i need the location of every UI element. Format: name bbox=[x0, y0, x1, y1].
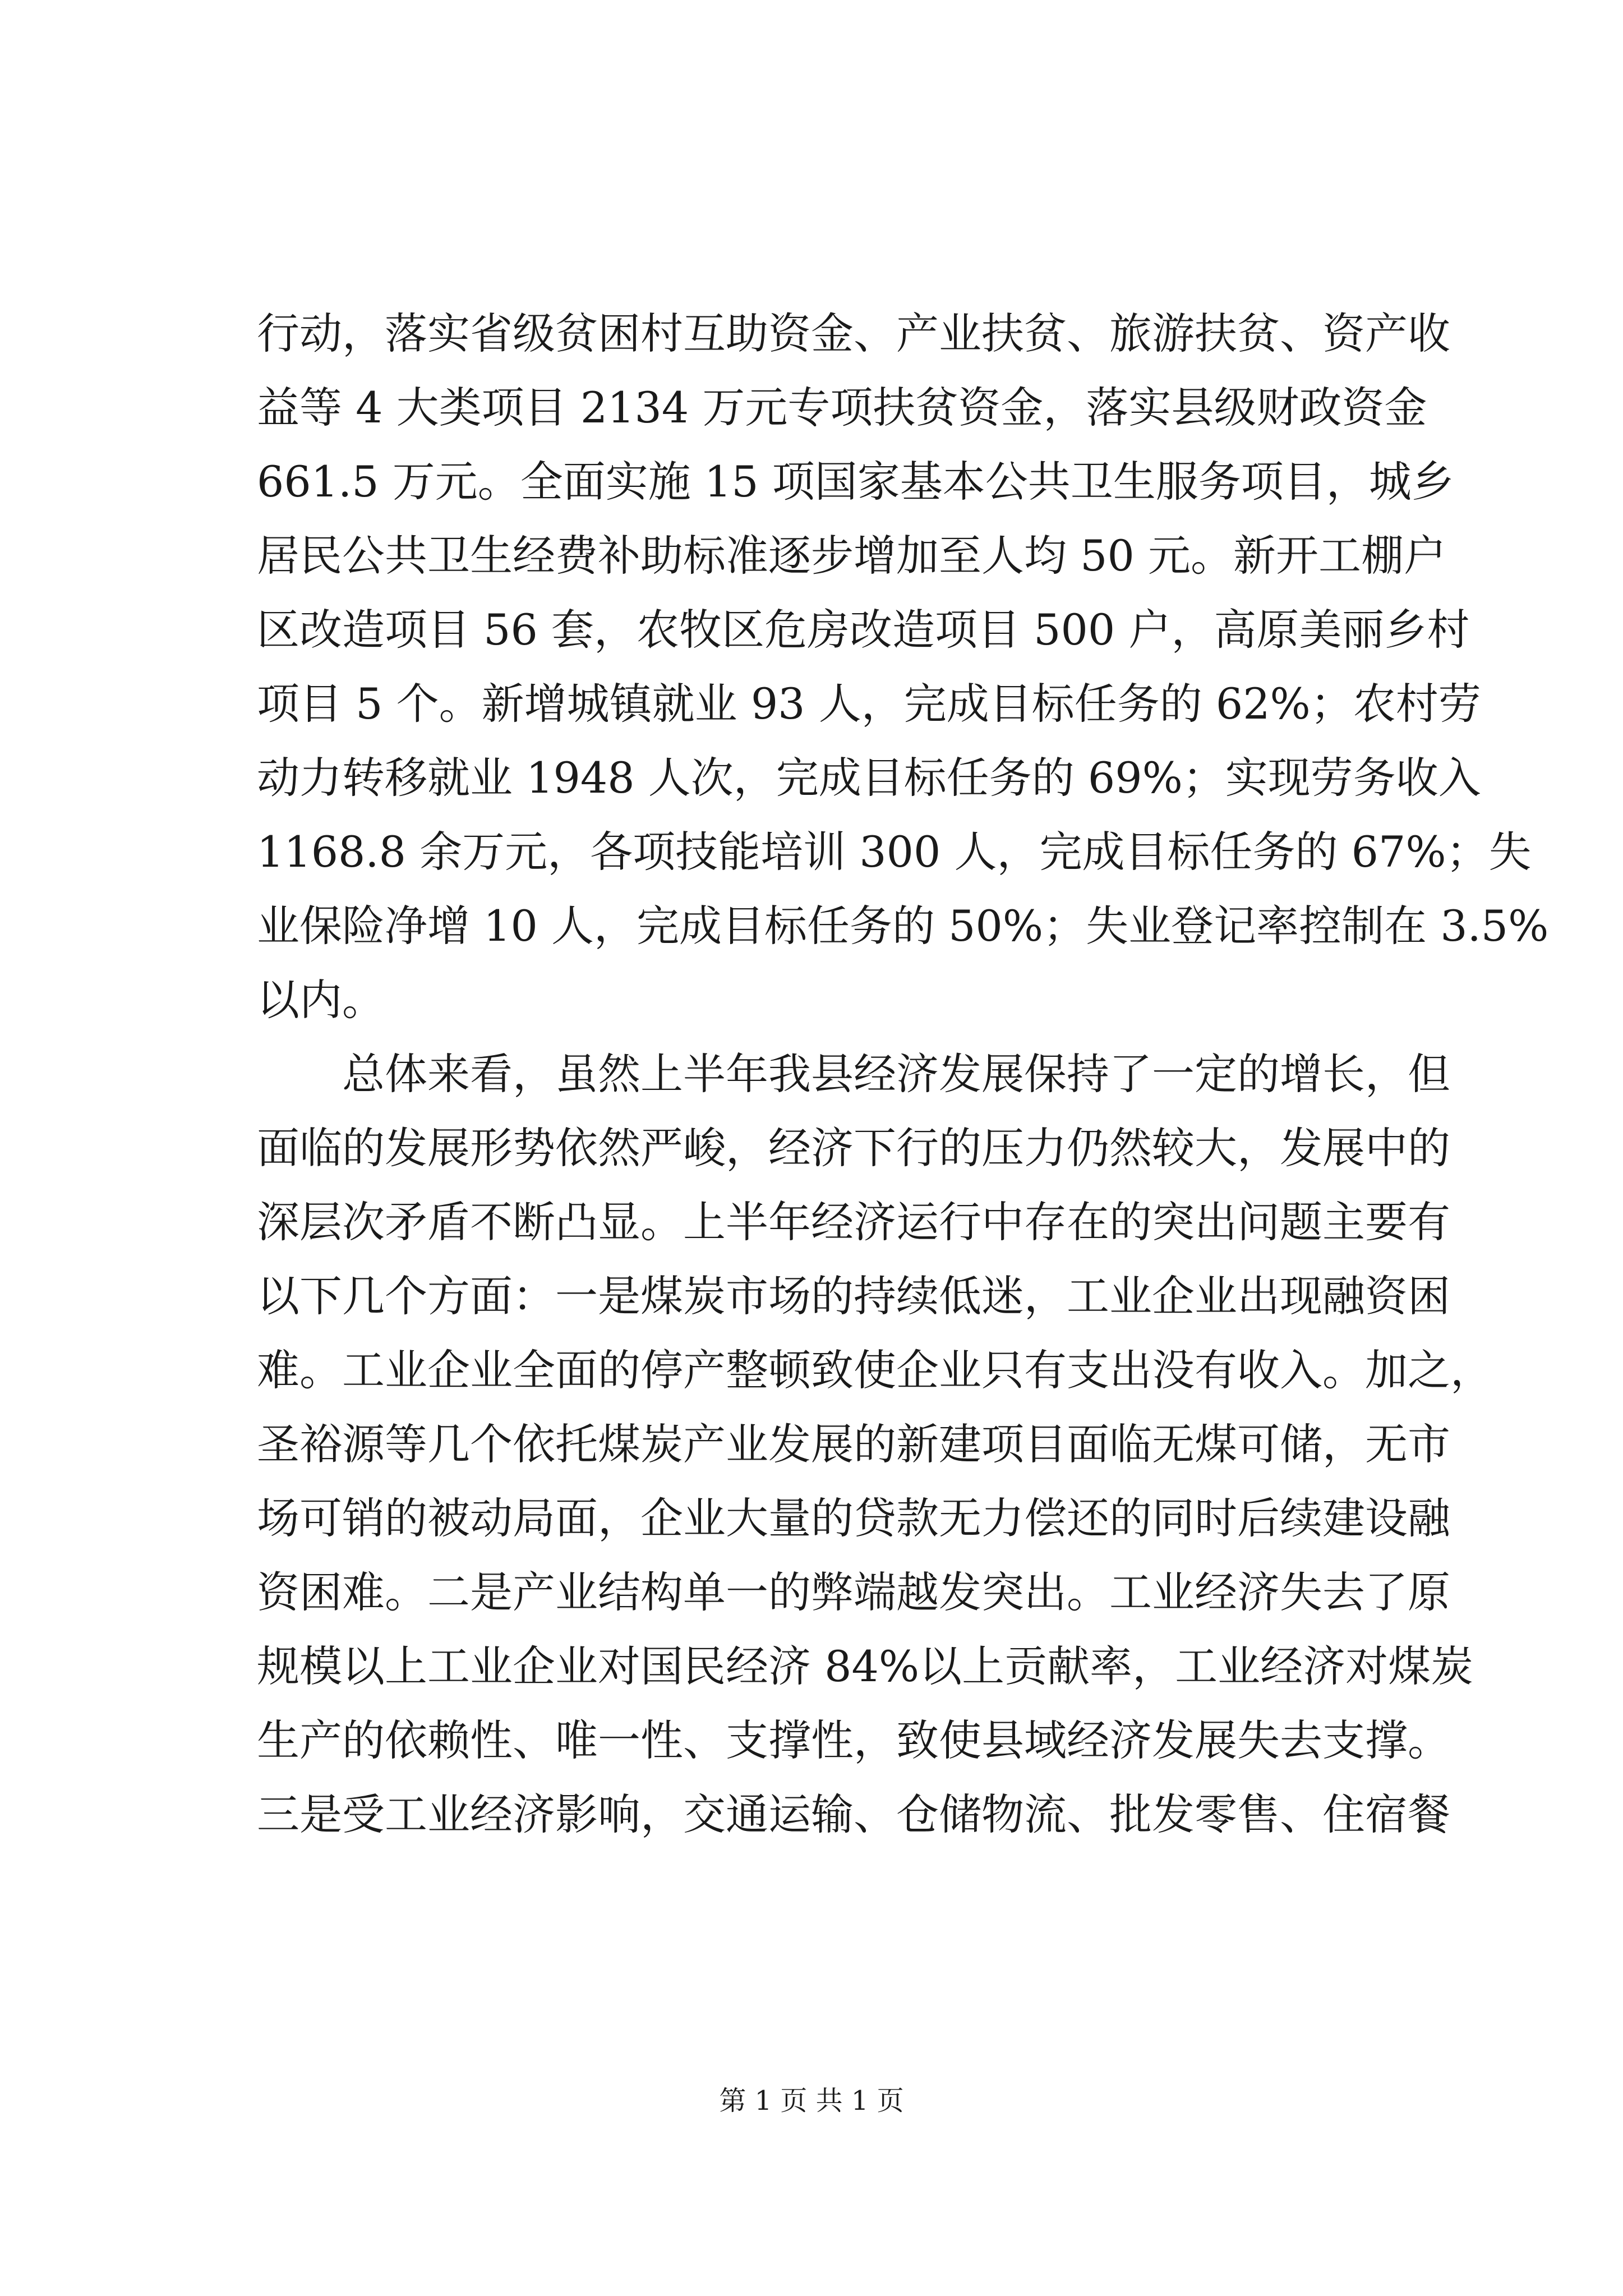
paragraph-1-line: 行动，落实省级贫困村互助资金、产业扶贫、旅游扶贫、资产收 bbox=[257, 309, 1450, 358]
paragraph-2-line: 场可销的被动局面，企业大量的贷款无力偿还的同时后续建设融 bbox=[257, 1493, 1450, 1543]
paragraph-1-line: 项目 5 个。新增城镇就业 93 人，完成目标任务的 62%；农村劳 bbox=[257, 679, 1481, 729]
paragraph-2-line: 圣裕源等几个依托煤炭产业发展的新建项目面临无煤可储，无市 bbox=[257, 1419, 1450, 1469]
paragraph-1-line: 益等 4 大类项目 2134 万元专项扶贫资金，落实县级财政资金 bbox=[257, 383, 1427, 432]
paragraph-2-line: 生产的依赖性、唯一性、支撑性，致使县域经济发展失去支撑。 bbox=[257, 1715, 1450, 1765]
paragraph-2-line: 以下几个方面：一是煤炭市场的持续低迷，工业企业出现融资困 bbox=[257, 1271, 1450, 1321]
paragraph-1-line: 业保险净增 10 人，完成目标任务的 50%；失业登记率控制在 3.5% bbox=[257, 901, 1549, 951]
paragraph-2-line: 三是受工业经济影响，交通运输、仓储物流、批发零售、住宿餐 bbox=[257, 1789, 1450, 1839]
paragraph-1-line: 动力转移就业 1948 人次，完成目标任务的 69%；实现劳务收入 bbox=[257, 753, 1481, 803]
paragraph-2-line: 难。工业企业全面的停产整顿致使企业只有支出没有收入。加之， bbox=[257, 1345, 1493, 1395]
paragraph-2-line: 资困难。二是产业结构单一的弊端越发突出。工业经济失去了原 bbox=[257, 1567, 1450, 1617]
paragraph-2-line: 总体来看，虽然上半年我县经济发展保持了一定的增长，但 bbox=[342, 1049, 1450, 1099]
page-footer: 第 1 页 共 1 页 bbox=[719, 2085, 904, 2116]
paragraph-2-line: 规模以上工业企业对国民经济 84%以上贡献率，工业经济对煤炭 bbox=[257, 1641, 1474, 1691]
paragraph-1-line: 区改造项目 56 套，农牧区危房改造项目 500 户，高原美丽乡村 bbox=[257, 605, 1470, 655]
paragraph-1-line: 1168.8 余万元，各项技能培训 300 人，完成目标任务的 67%；失 bbox=[257, 827, 1532, 877]
paragraph-2-line: 深层次矛盾不断凸显。上半年经济运行中存在的突出问题主要有 bbox=[257, 1197, 1450, 1247]
paragraph-1-line: 居民公共卫生经费补助标准逐步增加至人均 50 元。新开工棚户 bbox=[257, 531, 1447, 581]
paragraph-1-line: 661.5 万元。全面实施 15 项国家基本公共卫生服务项目，城乡 bbox=[257, 457, 1454, 507]
paragraph-2-line: 面临的发展形势依然严峻，经济下行的压力仍然较大，发展中的 bbox=[257, 1123, 1450, 1173]
paragraph-1-line: 以内。 bbox=[257, 975, 385, 1025]
